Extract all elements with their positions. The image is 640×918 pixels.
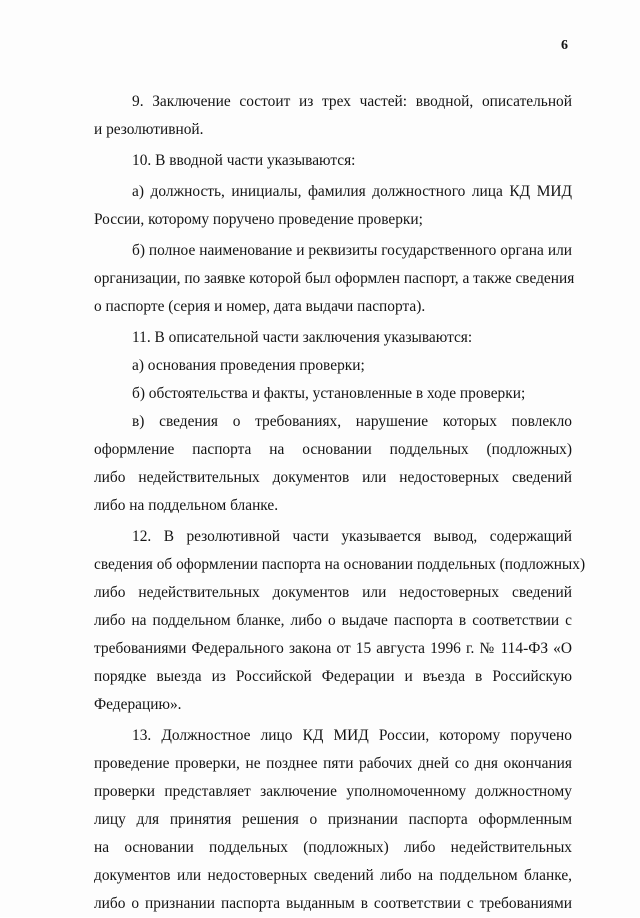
text-line: лицу для принятия решения о признании паспорта оформленным: [94, 811, 572, 828]
text-line: 9. Заключение состоит из трех частей: вводной, описательной: [132, 93, 572, 110]
document-body: [94, 88, 586, 918]
text-line: либо недействительных документов или недостоверных сведений: [94, 584, 572, 601]
text-line: 13. Должностное лицо КД МИД России, которому поручено: [132, 727, 572, 744]
text-line: порядке выезда из Российской Федерации и въезда в Российскую: [94, 668, 572, 685]
text-line: оформление паспорта на основании поддельных (подложных): [94, 441, 572, 458]
text-line: в) сведения о требованиях, нарушение которых повлекло: [132, 413, 572, 430]
text-line: а) основания проведения проверки;: [132, 357, 365, 374]
text-line: либо о признании паспорта выданным в соответствии с требованиями: [94, 895, 572, 912]
text-line: документов или недостоверных сведений либо на поддельном бланке,: [94, 867, 572, 884]
text-line: и резолютивной.: [94, 121, 204, 138]
text-line: либо на поддельном бланке, либо о выдаче паспорта в соответствии с: [94, 612, 572, 629]
text-line: требованиями Федерального закона от 15 августа 1996 г. № 114-ФЗ «О: [94, 640, 572, 657]
text-line: 12. В резолютивной части указывается вывод, содержащий: [132, 528, 572, 545]
text-line: б) полное наименование и реквизиты государственного органа или: [132, 242, 572, 259]
text-line: 11. В описательной части заключения указываются:: [132, 329, 473, 346]
text-line: о паспорте (серия и номер, дата выдачи паспорта).: [94, 298, 426, 315]
text-line: организации, по заявке которой был оформлен паспорт, а также сведения: [94, 270, 575, 287]
page-number: 6: [561, 38, 568, 53]
text-line: России, которому поручено проведение проверки;: [94, 211, 423, 228]
text-line: Федерацию».: [94, 696, 182, 713]
text-line: проверки представляет заключение уполномоченному должностному: [94, 783, 572, 800]
text-line: б) обстоятельства и факты, установленные в ходе проверки;: [132, 385, 526, 402]
text-line: либо недействительных документов или недостоверных сведений: [94, 469, 572, 486]
text-line: 10. В вводной части указываются:: [132, 152, 356, 169]
text-line: либо на поддельном бланке.: [94, 497, 279, 514]
text-line: сведения об оформлении паспорта на основании поддельных (подложных): [94, 556, 586, 573]
text-line: а) должность, инициалы, фамилия должностного лица КД МИД: [132, 183, 572, 200]
text-line: проведение проверки, не позднее пяти рабочих дней со дня окончания: [94, 755, 572, 772]
text-line: на основании поддельных (подложных) либо недействительных: [94, 839, 572, 856]
